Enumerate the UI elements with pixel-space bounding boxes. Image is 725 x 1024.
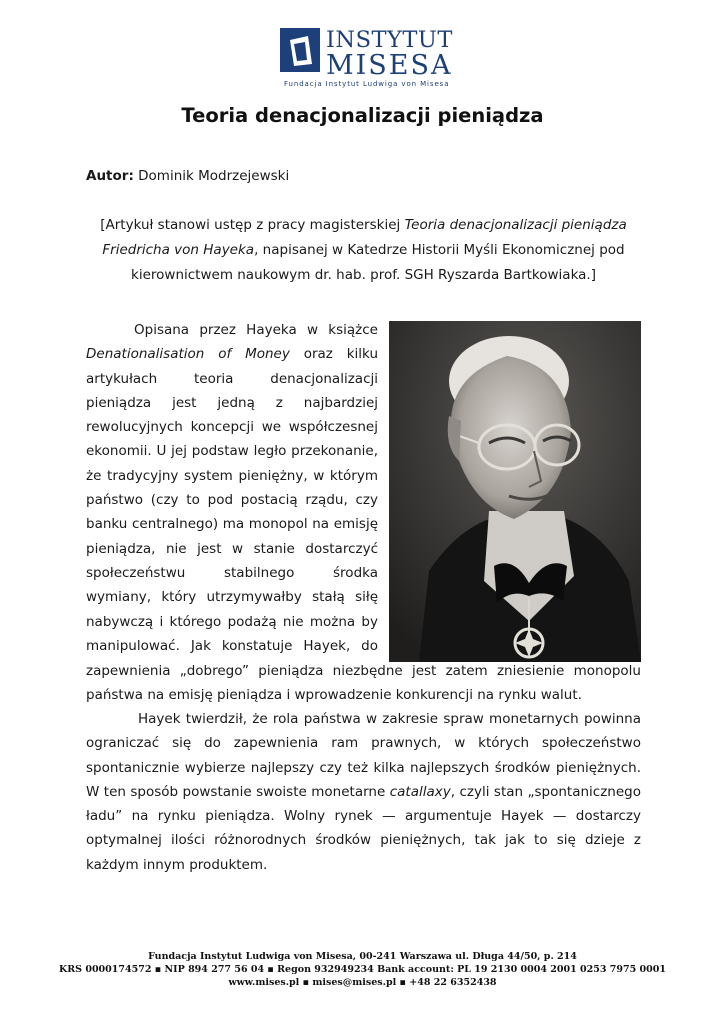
- catallaxy-term: catallaxy: [389, 783, 451, 800]
- logo-line-instytut: INSTYTUT: [326, 27, 453, 53]
- paragraph-2-start: Hayek twierdził, że rola państwa w zakresie spraw monetarnych powinna ograniczać się do zapewnienia ram prawnych, w których społeczeństwo spontanicznie wybierze najlepszy czy też kilka najlepszych środków pieniężnych. W ten sposób powstanie swoiste monetarne: [86, 711, 641, 800]
- note-text-start: [Artykuł stanowi ustęp z pracy magisterskiej: [100, 217, 405, 233]
- paragraph-1-start: Opisana przez Hayeka w książce: [134, 322, 378, 338]
- logo-emblem-icon: [278, 26, 324, 76]
- paragraph-1: [86, 318, 378, 658]
- footer-registry: KRS 0000174572 ▪ NIP 894 277 56 04 ▪ Regon 932949234 Bank account: PL 19 2130 0004 2001 0253 7975 0001: [59, 964, 666, 975]
- paragraph-1-continuation: zapewnienia „dobrego” pieniądza niezbędne jest zatem zniesienie monopolu państwa na emisję pieniądza i wprowadzenie konkurencji na rynku walut.: [86, 663, 641, 704]
- paragraph-1-body: oraz kilku artykułach teoria denacjonalizacji pieniądza jest jedną z najbardziej rewolucyjnych koncepcji we współczesnej ekonomii. U jej podstaw legło przekonanie, że tradycyjny system pieniężny, w którym państwo (czy to pod postacią rządu, czy banku centralnego) ma monopol na emisję pieniądza, nie jest w stanie dostarczyć społeczeństwu stabilnego środka wymiany, który utrzymywałby stałą siłę nabywczą i którego podażą nie można by manipulować. Jak konstatuje Hayek, do: [86, 346, 378, 654]
- logo-line-misesa: MISESA: [326, 50, 453, 81]
- logo-tagline: Fundacja Instytut Ludwiga von Misesa: [284, 80, 450, 88]
- author-name: Dominik Modrzejewski: [138, 168, 290, 184]
- book-title: Denationalisation of Money: [86, 346, 290, 363]
- page-title: Teoria denacjonalizacji pieniądza: [181, 104, 544, 127]
- paragraph-2-end: , czyli stan „spontanicznego ładu” na rynku pieniądza. Wolny rynek — argumentuje Hayek — dostarczy optymalnej ilości różnorodnych środków pieniężnych, tak jak to się dzieje z każdym innym produktem.: [86, 783, 641, 873]
- hayek-portrait-photo: [389, 321, 641, 662]
- author-line: [86, 168, 289, 184]
- author-label: Autor:: [86, 168, 134, 184]
- institute-logo: [278, 26, 453, 90]
- paragraph-2: [86, 707, 641, 877]
- article-note: [86, 213, 641, 288]
- page-footer: [0, 950, 725, 989]
- footer-contact: www.mises.pl ▪ mises@mises.pl ▪ +48 22 6352438: [228, 977, 497, 988]
- footer-address: Fundacja Instytut Ludwiga von Misesa, 00-241 Warszawa ul. Długa 44/50, p. 214: [148, 951, 577, 962]
- note-thesis-title: Teoria denacjonalizacji pieniądza Friedricha von Hayeka: [102, 217, 627, 258]
- note-text-end: , napisanej w Katedrze Historii Myśli Ekonomicznej pod kierownictwem naukowym dr. hab. prof. SGH Ryszarda Bartkowiaka.]: [131, 242, 625, 283]
